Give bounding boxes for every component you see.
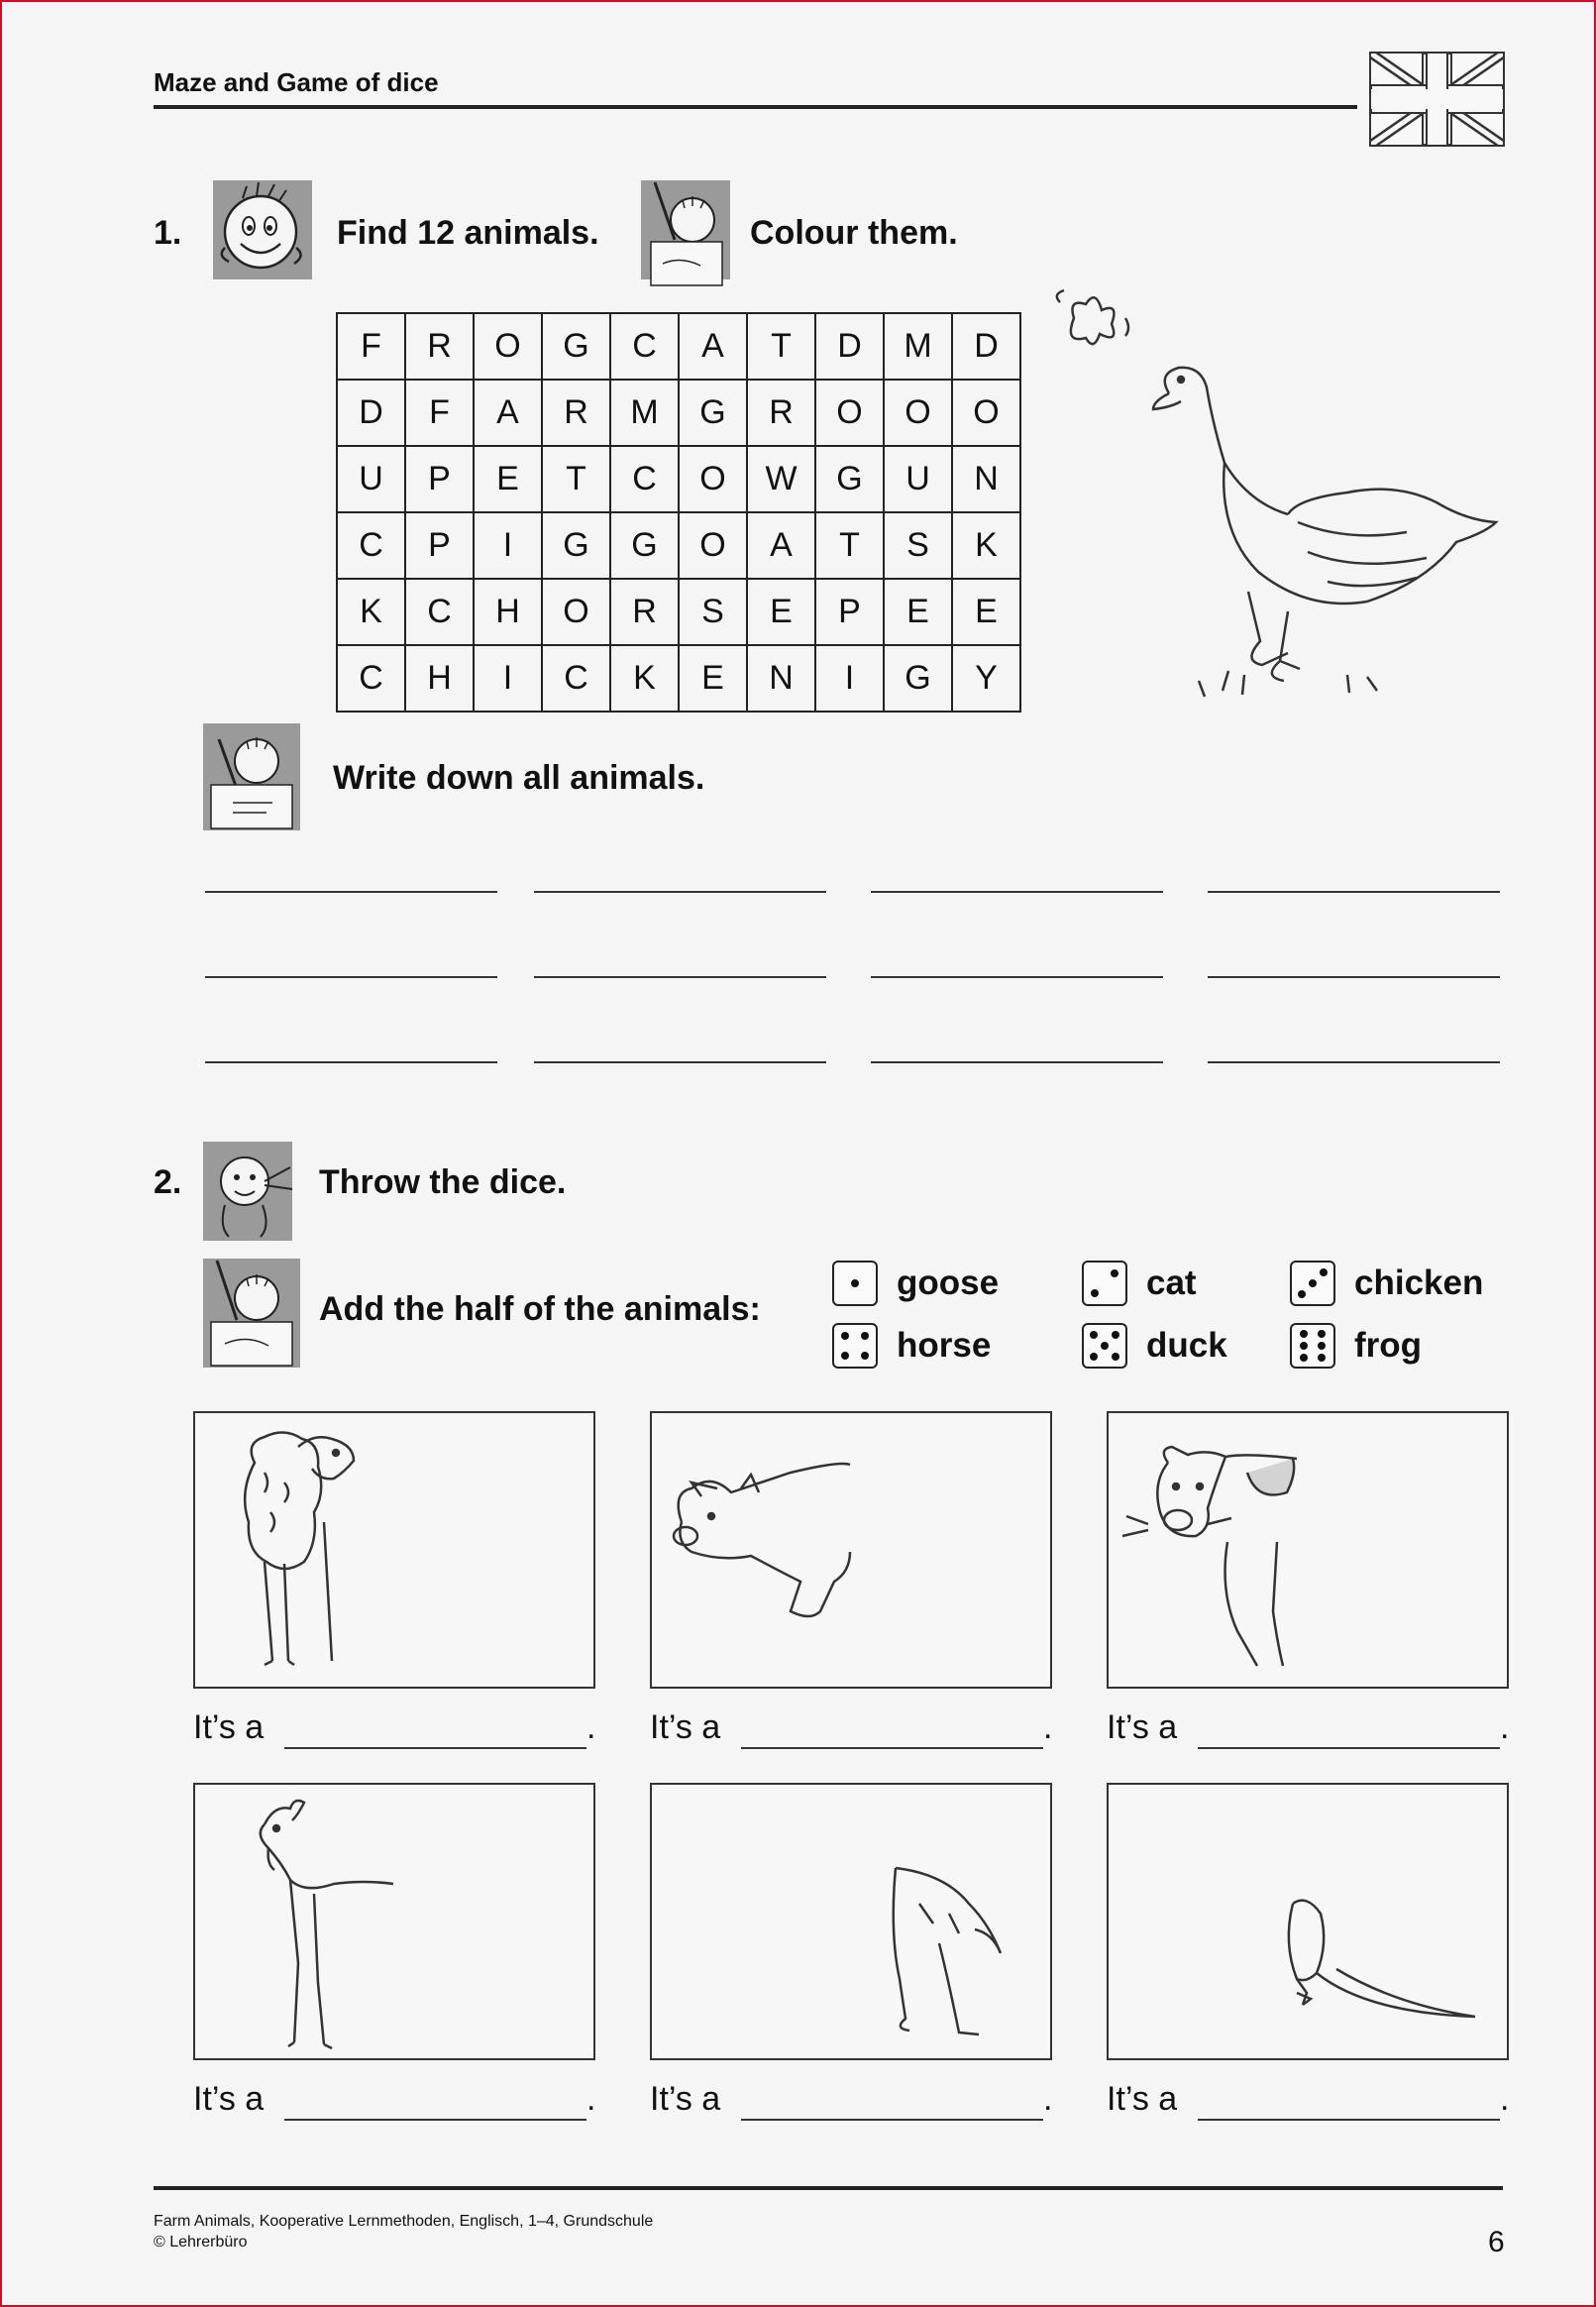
goose-and-butterfly-illustration xyxy=(1050,284,1506,720)
grid-cell[interactable]: S xyxy=(679,579,747,645)
picture-frame-dog[interactable] xyxy=(650,1783,1052,2060)
union-jack-flag-icon xyxy=(1369,52,1505,147)
grid-cell[interactable]: R xyxy=(610,579,679,645)
answer-line[interactable] xyxy=(871,891,1163,893)
die-five-icon xyxy=(1082,1323,1127,1369)
picture-frame-sheep[interactable] xyxy=(193,1411,595,1689)
grid-cell[interactable]: P xyxy=(815,579,884,645)
sentence-prompt: It’s a xyxy=(193,2080,265,2118)
grid-cell[interactable]: G xyxy=(815,446,884,512)
grid-cell[interactable]: C xyxy=(542,645,610,712)
dice-label-duck: duck xyxy=(1146,1326,1227,1365)
answer-line[interactable] xyxy=(205,976,497,978)
dice-label-cat: cat xyxy=(1146,1263,1197,1302)
dice-legend-cat xyxy=(1082,1261,1127,1306)
sentence-prompt: It’s a xyxy=(650,2080,721,2118)
grid-cell[interactable]: C xyxy=(337,645,405,712)
answer-blank[interactable] xyxy=(284,1747,586,1749)
footer-copyright: © Lehrerbüro xyxy=(154,2234,248,2251)
answer-blank[interactable] xyxy=(284,2119,586,2121)
task-2-number: 2. xyxy=(154,1163,182,1201)
picture-frame-mouse[interactable] xyxy=(1107,1783,1509,2060)
grid-cell[interactable]: D xyxy=(815,313,884,380)
throwing-child-icon xyxy=(203,1142,292,1241)
dice-label-horse: horse xyxy=(897,1326,992,1365)
sentence-period: . xyxy=(1500,1708,1510,1746)
footer-citation: Farm Animals, Kooperative Lernmethoden, Englisch, 1–4, Grundschule xyxy=(154,2213,654,2230)
grid-cell[interactable]: E xyxy=(952,579,1020,645)
smiling-face-icon xyxy=(213,180,312,279)
sentence-period: . xyxy=(1043,2080,1053,2118)
answer-line[interactable] xyxy=(871,976,1163,978)
answer-blank[interactable] xyxy=(1198,2119,1500,2121)
grid-cell[interactable]: H xyxy=(474,579,542,645)
answer-line[interactable] xyxy=(534,1061,826,1063)
grid-cell[interactable]: K xyxy=(337,579,405,645)
grid-cell[interactable]: C xyxy=(405,579,474,645)
dice-label-frog: frog xyxy=(1354,1326,1423,1365)
grid-cell[interactable]: S xyxy=(884,512,952,579)
answer-blank[interactable] xyxy=(1198,1747,1500,1749)
picture-frame-pig[interactable] xyxy=(650,1411,1052,1689)
instruction-colour-them: Colour them. xyxy=(750,214,958,252)
answer-line[interactable] xyxy=(1208,976,1500,978)
grid-cell[interactable]: I xyxy=(474,512,542,579)
grid-cell[interactable]: N xyxy=(747,645,815,712)
grid-cell[interactable]: U xyxy=(337,446,405,512)
grid-cell[interactable]: O xyxy=(474,313,542,380)
page-number: 6 xyxy=(1488,2226,1505,2258)
instruction-add-half: Add the half of the animals: xyxy=(319,1290,761,1328)
dice-label-chicken: chicken xyxy=(1354,1263,1484,1302)
sentence-prompt: It’s a xyxy=(650,1708,721,1746)
sentence-period: . xyxy=(1500,2080,1510,2118)
grid-cell[interactable]: T xyxy=(815,512,884,579)
grid-cell[interactable]: D xyxy=(952,313,1020,380)
word-search-grid[interactable] xyxy=(336,312,1021,713)
grid-cell[interactable]: Y xyxy=(952,645,1020,712)
grid-cell[interactable]: E xyxy=(884,579,952,645)
grid-cell[interactable]: O xyxy=(884,380,952,446)
grid-cell[interactable]: I xyxy=(815,645,884,712)
grid-cell[interactable]: A xyxy=(474,380,542,446)
grid-cell[interactable]: D xyxy=(337,380,405,446)
grid-cell[interactable]: G xyxy=(884,645,952,712)
sentence-prompt: It’s a xyxy=(1107,1708,1178,1746)
grid-cell[interactable]: U xyxy=(884,446,952,512)
answer-line[interactable] xyxy=(534,891,826,893)
grid-cell[interactable]: G xyxy=(679,380,747,446)
picture-frame-cow[interactable] xyxy=(1107,1411,1509,1689)
grid-cell[interactable]: C xyxy=(337,512,405,579)
grid-cell[interactable]: C xyxy=(610,446,679,512)
grid-cell[interactable]: T xyxy=(747,313,815,380)
grid-cell[interactable]: K xyxy=(610,645,679,712)
answer-line[interactable] xyxy=(205,891,497,893)
grid-cell[interactable]: A xyxy=(679,313,747,380)
instruction-throw-dice: Throw the dice. xyxy=(319,1163,567,1201)
grid-cell[interactable]: E xyxy=(679,645,747,712)
pig-illustration-icon xyxy=(652,1413,1050,1687)
instruction-find-animals: Find 12 animals. xyxy=(337,214,599,252)
grid-cell[interactable]: N xyxy=(952,446,1020,512)
grid-cell[interactable]: P xyxy=(405,512,474,579)
grid-cell[interactable]: W xyxy=(747,446,815,512)
die-four-icon xyxy=(832,1323,878,1369)
grid-row xyxy=(337,579,1020,645)
grid-row xyxy=(337,313,1020,380)
grid-cell[interactable]: F xyxy=(337,313,405,380)
mouse-hindquarters-illustration-icon xyxy=(1109,1785,1507,2058)
grid-cell[interactable]: E xyxy=(747,579,815,645)
grid-cell[interactable]: O xyxy=(679,446,747,512)
grid-cell[interactable]: I xyxy=(474,645,542,712)
grid-cell[interactable]: R xyxy=(405,313,474,380)
dice-legend-chicken xyxy=(1290,1261,1335,1306)
grid-cell[interactable]: A xyxy=(747,512,815,579)
die-six-icon xyxy=(1290,1323,1335,1369)
grid-cell[interactable]: G xyxy=(542,313,610,380)
grid-cell[interactable]: M xyxy=(610,380,679,446)
goat-illustration-icon xyxy=(195,1785,593,2058)
dice-legend-duck xyxy=(1082,1323,1127,1369)
sentence-prompt: It’s a xyxy=(1107,2080,1178,2118)
grid-cell[interactable]: R xyxy=(542,380,610,446)
grid-cell[interactable]: E xyxy=(474,446,542,512)
grid-cell[interactable]: G xyxy=(542,512,610,579)
answer-line[interactable] xyxy=(534,976,826,978)
grid-cell[interactable]: K xyxy=(952,512,1020,579)
answer-blank[interactable] xyxy=(741,1747,1043,1749)
dice-legend-goose xyxy=(832,1261,878,1306)
page-header-title: Maze and Game of dice xyxy=(154,67,439,97)
grid-cell[interactable]: R xyxy=(747,380,815,446)
cow-illustration-icon xyxy=(1109,1413,1507,1687)
picture-frame-goat[interactable] xyxy=(193,1783,595,2060)
answer-line[interactable] xyxy=(205,1061,497,1063)
grid-cell[interactable]: M xyxy=(884,313,952,380)
dice-legend-frog xyxy=(1290,1323,1335,1369)
instruction-write-down: Write down all animals. xyxy=(333,759,705,797)
header-rule xyxy=(154,105,1357,109)
grid-cell[interactable]: G xyxy=(610,512,679,579)
sentence-period: . xyxy=(586,1708,596,1746)
grid-cell[interactable]: O xyxy=(815,380,884,446)
grid-cell[interactable]: F xyxy=(405,380,474,446)
answer-line[interactable] xyxy=(1208,1061,1500,1063)
die-two-icon xyxy=(1082,1261,1127,1306)
grid-cell[interactable]: O xyxy=(542,579,610,645)
grid-row xyxy=(337,380,1020,446)
grid-cell[interactable]: P xyxy=(405,446,474,512)
grid-cell[interactable]: C xyxy=(610,313,679,380)
die-one-icon xyxy=(832,1261,878,1306)
die-three-icon xyxy=(1290,1261,1335,1306)
answer-line[interactable] xyxy=(871,1061,1163,1063)
sentence-period: . xyxy=(586,2080,596,2118)
footer-rule xyxy=(154,2186,1503,2190)
grid-row xyxy=(337,645,1020,712)
grid-row xyxy=(337,446,1020,512)
sheep-illustration-icon xyxy=(195,1413,593,1687)
drawing-child-icon xyxy=(203,1259,300,1368)
sentence-period: . xyxy=(1043,1708,1053,1746)
grid-cell[interactable]: H xyxy=(405,645,474,712)
answer-blank[interactable] xyxy=(741,2119,1043,2121)
dice-legend-horse xyxy=(832,1323,878,1369)
dog-hindquarters-illustration-icon xyxy=(652,1785,1050,2058)
writing-child-icon xyxy=(203,723,300,830)
dice-label-goose: goose xyxy=(897,1263,1000,1302)
task-1-number: 1. xyxy=(154,214,182,252)
sentence-prompt: It’s a xyxy=(193,1708,265,1746)
answer-line[interactable] xyxy=(1208,891,1500,893)
grid-cell[interactable]: O xyxy=(952,380,1020,446)
drawing-child-icon xyxy=(641,180,730,279)
grid-row xyxy=(337,512,1020,579)
grid-cell[interactable]: O xyxy=(679,512,747,579)
grid-cell[interactable]: T xyxy=(542,446,610,512)
